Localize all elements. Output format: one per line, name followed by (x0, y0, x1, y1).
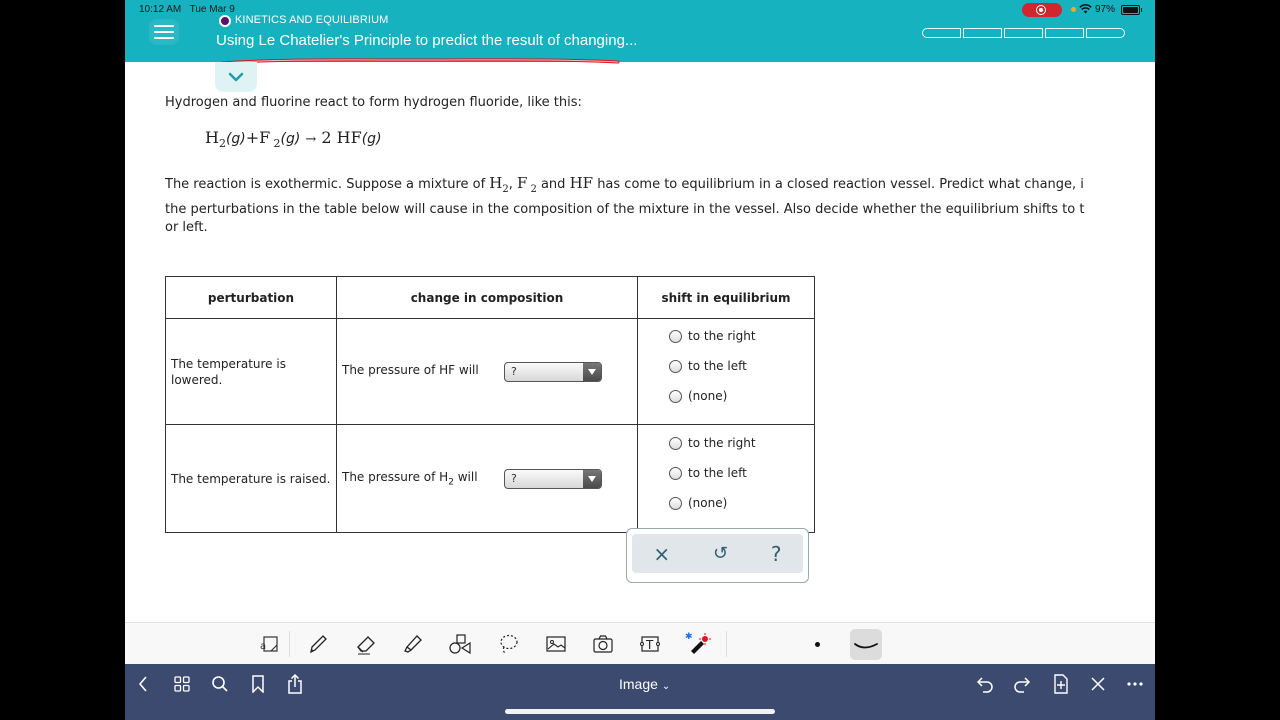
hamburger-menu-button[interactable] (149, 19, 179, 45)
app-bottom-bar (125, 664, 1155, 720)
grid-icon (174, 676, 190, 692)
question-body-line-2: the perturbations in the table below will cause in the composition of the mixture in the vessel. Also decide whether the equilibrium shifts to t or left. (165, 202, 1085, 235)
undo-button[interactable] (973, 673, 997, 695)
home-indicator[interactable] (505, 709, 775, 714)
chemical-equation: $H_2(g)+F$ $_2$(g) → 2 HF(g) (205, 128, 382, 151)
add-page-button[interactable] (1049, 673, 1073, 695)
table-row (166, 319, 815, 425)
highlighter-tool-icon[interactable] (400, 631, 426, 657)
share-button[interactable] (283, 673, 307, 695)
question-intro: Hydrogen and fluorine react to form hydrogen fluoride, like this: (165, 95, 582, 110)
annotation-toolbar (125, 622, 1155, 665)
redo-icon (1013, 675, 1031, 693)
dropdown-arrow-icon (583, 470, 601, 488)
radio-option-right[interactable]: to the right (669, 428, 813, 458)
clear-button[interactable]: × (653, 541, 671, 566)
page-view-icon[interactable] (256, 631, 282, 657)
column-header: perturbation (166, 277, 337, 319)
progress-bar (922, 28, 1127, 38)
pen-size-dot-icon[interactable] (815, 642, 820, 647)
progress-segment (922, 28, 961, 38)
shift-cell (638, 425, 815, 533)
radio-button[interactable] (669, 467, 682, 480)
radio-button[interactable] (669, 330, 682, 343)
composition-dropdown[interactable]: ? (504, 469, 602, 489)
wifi-icon (1079, 4, 1092, 14)
answer-actions-panel (626, 528, 809, 583)
pen-tool-icon[interactable] (305, 631, 331, 657)
radio-option-none[interactable]: (none) (669, 488, 813, 518)
svg-text:T: T (646, 638, 654, 652)
stroke-style-button[interactable] (850, 629, 882, 660)
question-body-line-1: The reaction is exothermic. Suppose a mixture of $H_2$, F $_2$ and HF has come to equilibrium in a closed reaction vessel. Predict what change, i (165, 174, 1084, 195)
record-icon (1036, 5, 1046, 15)
battery-icon (1121, 5, 1140, 15)
bookmark-button[interactable] (246, 673, 270, 695)
radio-option-left[interactable]: to the left (669, 458, 813, 488)
composition-cell (337, 319, 638, 425)
battery-percentage: 97% (1095, 4, 1116, 15)
progress-segment (963, 28, 1002, 38)
shift-cell (638, 319, 815, 425)
stroke-curve-icon (850, 629, 882, 660)
more-horizontal-icon (1126, 681, 1144, 687)
dropdown-arrow-icon (583, 363, 601, 381)
radio-option-left[interactable]: to the left (669, 351, 813, 381)
progress-segment (1045, 28, 1084, 38)
search-icon (211, 675, 229, 693)
radio-option-right[interactable]: to the right (669, 321, 813, 351)
document-mode-selector[interactable]: Image ⌄ (619, 676, 671, 692)
close-icon (1090, 676, 1106, 692)
status-time: 10:12 AM Tue Mar 9 (139, 4, 235, 15)
progress-segment (1086, 28, 1125, 38)
chevron-down-icon: ⌄ (661, 681, 671, 692)
text-tool-icon[interactable] (637, 631, 663, 657)
table-header-row (166, 277, 815, 319)
chevron-left-icon (137, 675, 149, 693)
shapes-tool-icon[interactable] (447, 631, 473, 657)
lasso-tool-icon[interactable] (496, 631, 522, 657)
toolbar-divider (726, 631, 727, 657)
eraser-tool-icon[interactable] (353, 631, 379, 657)
help-button[interactable]: ? (770, 541, 782, 566)
progress-segment (1004, 28, 1043, 38)
expand-header-button[interactable] (215, 62, 257, 92)
perturbation-table (165, 276, 815, 533)
page-title[interactable]: Using Le Chatelier's Principle to predict the result of changing... (216, 32, 638, 49)
radio-button[interactable] (669, 360, 682, 373)
composition-cell (337, 425, 638, 533)
screen-recording-indicator[interactable] (1022, 3, 1062, 17)
radio-button[interactable] (669, 390, 682, 403)
add-page-icon (1053, 674, 1069, 694)
topic-label: KINETICS AND EQUILIBRIUM (235, 14, 389, 26)
composition-label: The pressure of $H_2$ will (342, 469, 478, 488)
perturbation-cell: The temperature is raised. (166, 425, 337, 533)
ipad-screen (125, 0, 1155, 720)
more-options-button[interactable] (1123, 673, 1147, 695)
radio-option-none[interactable]: (none) (669, 381, 813, 411)
perturbation-cell: The temperature is lowered. (166, 319, 337, 425)
red-ink-underline (220, 57, 622, 65)
undo-button[interactable]: ↺ (713, 543, 729, 564)
mic-in-use-dot (1071, 7, 1076, 12)
share-icon (287, 674, 303, 694)
redo-button[interactable] (1010, 673, 1034, 695)
camera-tool-icon[interactable] (590, 631, 616, 657)
thumbnails-button[interactable] (170, 673, 194, 695)
laser-pointer-icon[interactable] (685, 631, 711, 657)
svg-text:a: a (260, 641, 267, 652)
radio-button[interactable] (669, 437, 682, 450)
close-button[interactable] (1086, 673, 1110, 695)
topic-dot-icon (219, 15, 231, 27)
undo-icon (976, 675, 994, 693)
radio-button[interactable] (669, 497, 682, 510)
table-row (166, 425, 815, 533)
bookmark-icon (251, 675, 265, 693)
back-button[interactable] (131, 673, 155, 695)
svg-text:✱: ✱ (685, 632, 693, 642)
composition-label: The pressure of HF will (342, 362, 479, 377)
toolbar-divider (289, 631, 290, 657)
column-header: change in composition (337, 277, 638, 319)
composition-dropdown[interactable]: ? (504, 362, 602, 382)
image-tool-icon[interactable] (543, 631, 569, 657)
search-button[interactable] (208, 673, 232, 695)
app-header (125, 0, 1155, 62)
column-header: shift in equilibrium (638, 277, 815, 319)
chevron-down-icon (228, 72, 244, 82)
